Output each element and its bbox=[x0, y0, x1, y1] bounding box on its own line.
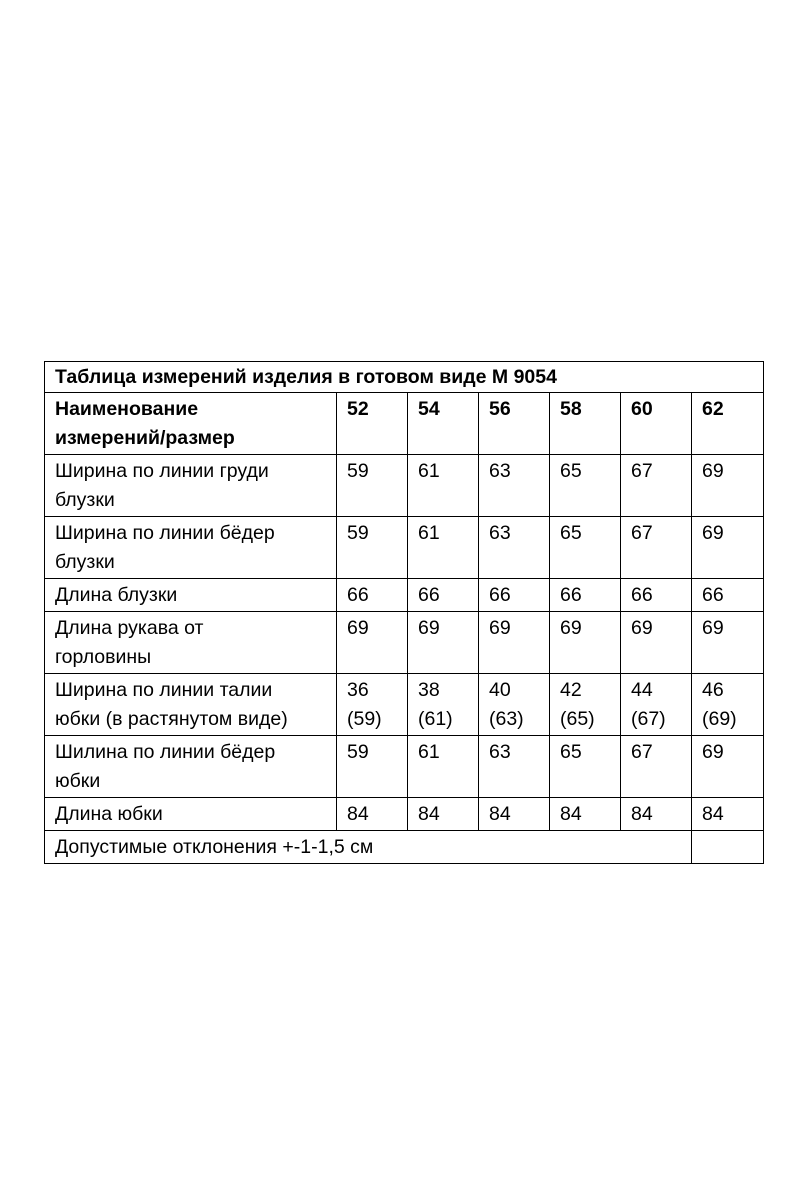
cell-text: 69 bbox=[702, 617, 724, 639]
measurement-name-cell bbox=[45, 612, 337, 674]
cell-text: 67 bbox=[631, 741, 653, 763]
cell-text: Ширина по линии груди bbox=[55, 460, 269, 482]
cell-text: (67) bbox=[631, 708, 666, 730]
cell-text: 69 bbox=[702, 460, 724, 482]
cell-text: горловины bbox=[55, 646, 152, 668]
measurement-value-cell bbox=[621, 455, 692, 517]
measurement-value-cell bbox=[479, 579, 550, 612]
measurement-name-cell bbox=[45, 579, 337, 612]
cell-text: Длина юбки bbox=[55, 803, 163, 825]
measurement-value-cell bbox=[692, 517, 764, 579]
measurement-value-cell bbox=[337, 579, 408, 612]
cell-text: 59 bbox=[347, 741, 369, 763]
measurement-value-cell bbox=[479, 798, 550, 831]
cell-text: Наименование bbox=[55, 398, 199, 420]
measurement-value-cell bbox=[337, 455, 408, 517]
cell-text: 84 bbox=[631, 803, 653, 825]
measurement-value-cell bbox=[550, 455, 621, 517]
measurement-value-cell bbox=[337, 674, 408, 736]
size-header-cell: 60 bbox=[621, 393, 692, 455]
cell-text: Длина блузки bbox=[55, 584, 178, 606]
measurement-name-cell bbox=[45, 517, 337, 579]
table-row bbox=[45, 455, 764, 517]
cell-text: Длина рукава от bbox=[55, 617, 204, 639]
cell-text: 59 bbox=[347, 460, 369, 482]
cell-text: 84 bbox=[560, 803, 582, 825]
cell-text: 61 bbox=[418, 522, 440, 544]
cell-text: Ширина по линии бёдер bbox=[55, 522, 275, 544]
cell-text: 65 bbox=[560, 522, 582, 544]
cell-text: 84 bbox=[489, 803, 511, 825]
measurement-value-cell bbox=[550, 517, 621, 579]
cell-text: 84 bbox=[702, 803, 724, 825]
measurement-value-cell bbox=[550, 674, 621, 736]
header-label-cell bbox=[45, 393, 337, 455]
cell-text: 63 bbox=[489, 522, 511, 544]
cell-text: блузки bbox=[55, 551, 115, 573]
measurement-value-cell bbox=[692, 612, 764, 674]
measurement-value-cell bbox=[408, 517, 479, 579]
measurement-value-cell bbox=[550, 798, 621, 831]
cell-text: Шилина по линии бёдер bbox=[55, 741, 276, 763]
table-row bbox=[45, 736, 764, 798]
cell-text: 59 bbox=[347, 522, 369, 544]
cell-text: 69 bbox=[702, 741, 724, 763]
measurement-value-cell bbox=[408, 798, 479, 831]
cell-text: 69 bbox=[418, 617, 440, 639]
measurement-value-cell bbox=[550, 579, 621, 612]
cell-text: 84 bbox=[347, 803, 369, 825]
size-header-cell: 58 bbox=[550, 393, 621, 455]
measurement-value-cell bbox=[479, 736, 550, 798]
measurement-value-cell bbox=[692, 674, 764, 736]
table-row bbox=[45, 612, 764, 674]
empty-cell bbox=[692, 831, 764, 864]
measurement-value-cell bbox=[621, 736, 692, 798]
size-header-cell: 54 bbox=[408, 393, 479, 455]
cell-text: юбки bbox=[55, 770, 101, 792]
cell-text: 67 bbox=[631, 522, 653, 544]
cell-text: (65) bbox=[560, 708, 595, 730]
cell-text: 69 bbox=[489, 617, 511, 639]
table-title: Таблица измерений изделия в готовом виде М 9054 bbox=[45, 362, 764, 393]
measurement-value-cell bbox=[550, 736, 621, 798]
cell-text: 40 bbox=[489, 679, 511, 701]
measurement-value-cell bbox=[479, 455, 550, 517]
measurement-value-cell bbox=[621, 579, 692, 612]
measurement-value-cell bbox=[621, 517, 692, 579]
cell-text: 65 bbox=[560, 741, 582, 763]
cell-text: блузки bbox=[55, 489, 115, 511]
measurement-value-cell bbox=[337, 736, 408, 798]
cell-text: 66 bbox=[702, 584, 724, 606]
cell-text: 66 bbox=[347, 584, 369, 606]
measurement-value-cell bbox=[479, 674, 550, 736]
measurement-value-cell bbox=[692, 798, 764, 831]
table-body bbox=[45, 362, 764, 864]
cell-text: (59) bbox=[347, 708, 382, 730]
cell-text: 66 bbox=[631, 584, 653, 606]
measurement-name-cell bbox=[45, 455, 337, 517]
cell-text: 61 bbox=[418, 460, 440, 482]
cell-text: 66 bbox=[418, 584, 440, 606]
cell-text: 67 bbox=[631, 460, 653, 482]
measurement-value-cell bbox=[692, 579, 764, 612]
table-title-row bbox=[45, 362, 764, 393]
measurement-value-cell bbox=[692, 736, 764, 798]
measurement-name-cell bbox=[45, 736, 337, 798]
size-header-cell: 56 bbox=[479, 393, 550, 455]
measurement-name-cell bbox=[45, 798, 337, 831]
cell-text: 46 bbox=[702, 679, 724, 701]
cell-text: (63) bbox=[489, 708, 524, 730]
tolerance-note: Допустимые отклонения +-1-1,5 см bbox=[45, 831, 692, 864]
cell-text: 69 bbox=[560, 617, 582, 639]
measurement-name-cell bbox=[45, 674, 337, 736]
cell-text: 42 bbox=[560, 679, 582, 701]
cell-text: 38 bbox=[418, 679, 440, 701]
table-footer-row bbox=[45, 831, 764, 864]
measurement-value-cell bbox=[337, 798, 408, 831]
table-row bbox=[45, 798, 764, 831]
cell-text: Ширина по линии талии bbox=[55, 679, 273, 701]
table-header-row bbox=[45, 393, 764, 455]
size-header-cell: 62 bbox=[692, 393, 764, 455]
measurement-value-cell bbox=[408, 674, 479, 736]
measurements-table bbox=[44, 361, 764, 864]
cell-text: 69 bbox=[631, 617, 653, 639]
measurement-value-cell bbox=[408, 736, 479, 798]
cell-text: измерений/размер bbox=[55, 427, 235, 449]
measurement-value-cell bbox=[408, 579, 479, 612]
measurement-value-cell bbox=[408, 455, 479, 517]
cell-text: 36 bbox=[347, 679, 369, 701]
table-row bbox=[45, 579, 764, 612]
cell-text: (69) bbox=[702, 708, 737, 730]
measurement-value-cell bbox=[621, 798, 692, 831]
cell-text: (61) bbox=[418, 708, 453, 730]
table-row bbox=[45, 674, 764, 736]
measurement-value-cell bbox=[550, 612, 621, 674]
cell-text: 65 bbox=[560, 460, 582, 482]
cell-text: 44 bbox=[631, 679, 653, 701]
measurement-value-cell bbox=[692, 455, 764, 517]
cell-text: 69 bbox=[702, 522, 724, 544]
measurement-value-cell bbox=[408, 612, 479, 674]
size-header-cell: 52 bbox=[337, 393, 408, 455]
cell-text: 61 bbox=[418, 741, 440, 763]
cell-text: юбки (в растянутом виде) bbox=[55, 708, 288, 730]
measurement-value-cell bbox=[479, 612, 550, 674]
measurement-value-cell bbox=[621, 674, 692, 736]
cell-text: 63 bbox=[489, 741, 511, 763]
measurement-value-cell bbox=[337, 612, 408, 674]
cell-text: 66 bbox=[489, 584, 511, 606]
cell-text: 84 bbox=[418, 803, 440, 825]
measurement-value-cell bbox=[337, 517, 408, 579]
cell-text: 69 bbox=[347, 617, 369, 639]
measurement-value-cell bbox=[621, 612, 692, 674]
cell-text: 66 bbox=[560, 584, 582, 606]
measurement-value-cell bbox=[479, 517, 550, 579]
table-row bbox=[45, 517, 764, 579]
cell-text: 63 bbox=[489, 460, 511, 482]
